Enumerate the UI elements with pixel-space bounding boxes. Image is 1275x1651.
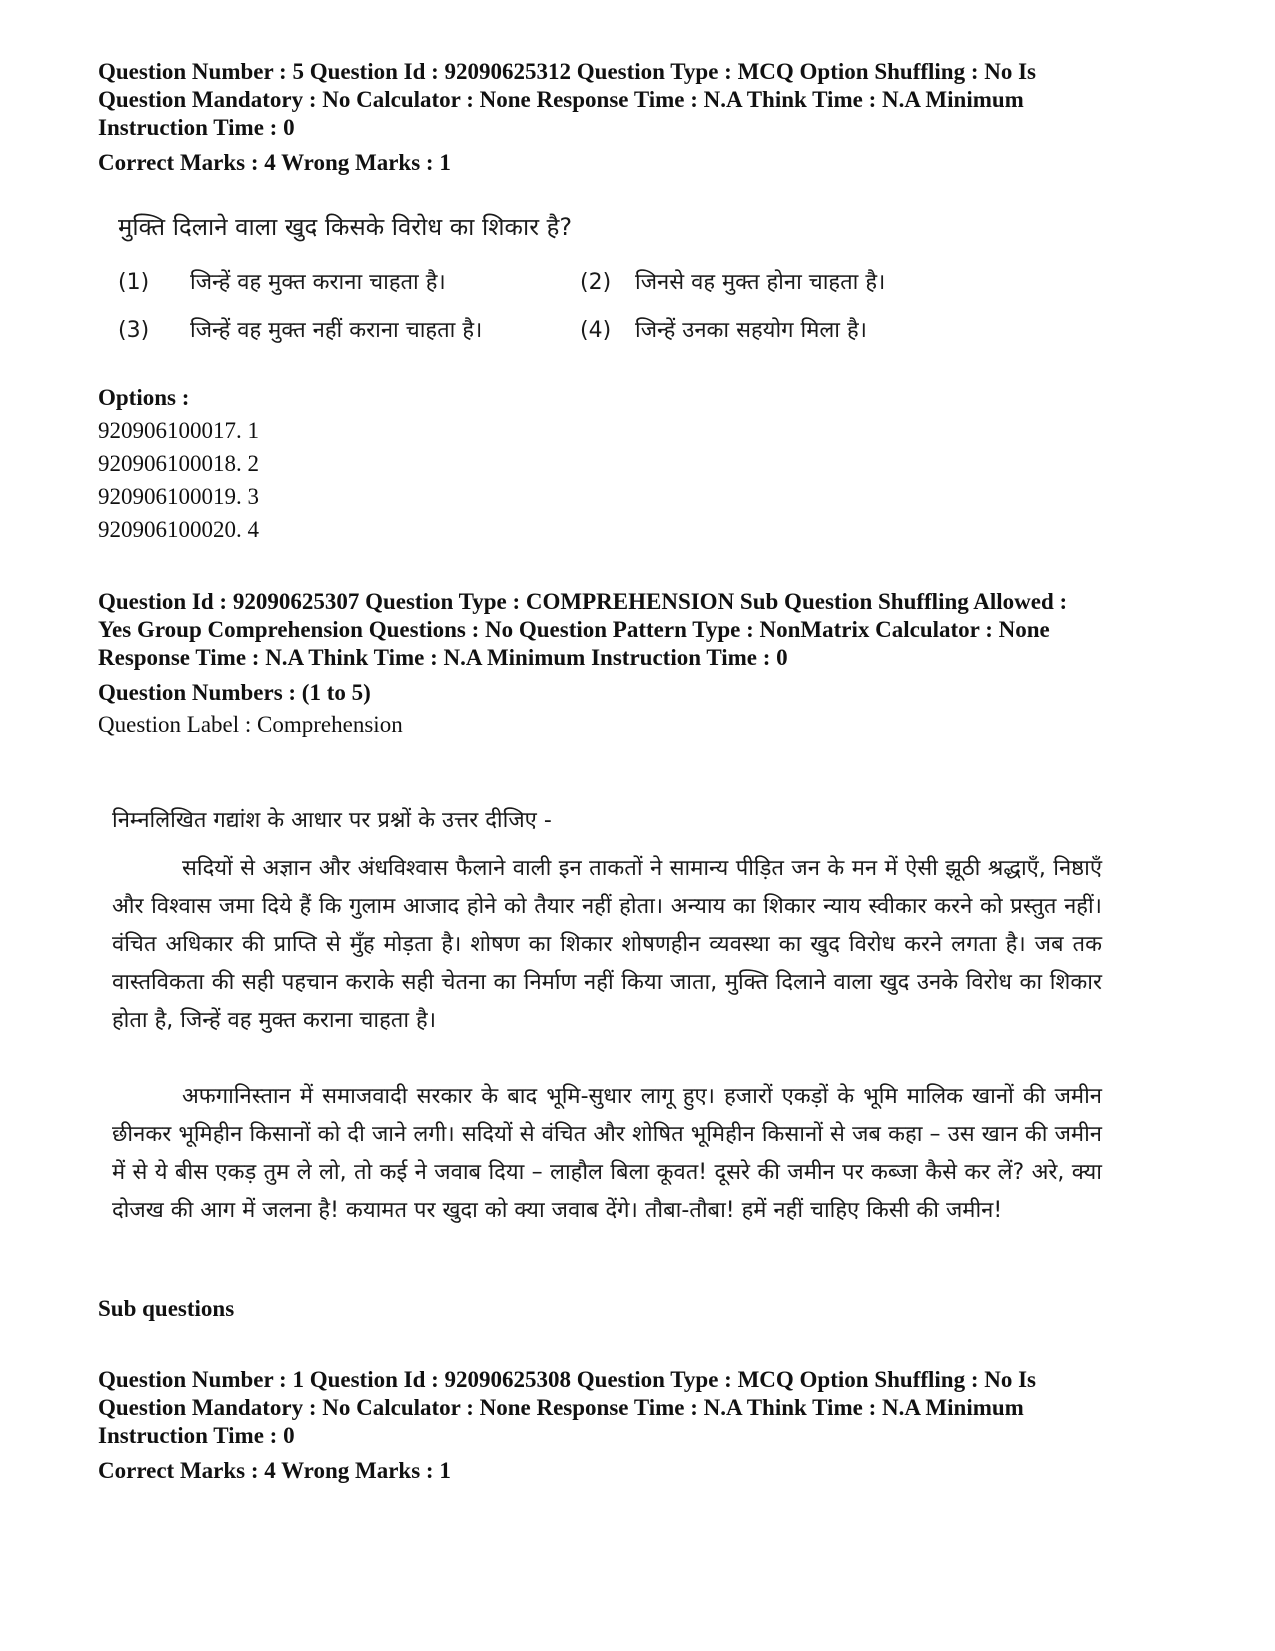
paragraph-text: सदियों से अज्ञान और अंधविश्वास फैलाने वाली इन ताकतों ने सामान्य पीड़ित जन के मन में ऐसी झूठी श्रद्धाएँ, निष्ठाएँ और विश्वास जमा दिये हैं कि गुलाम आजाद होने को तैयार नहीं होता। अन्याय का शिकार न्याय स्वीकार करने को प्रस्तुत नहीं। वंचित अधिकार की प्राप्ति से मुँह मोड़ता है। शोषण का शिकार शोषणहीन व्यवस्था का खुद विरोध करने लगता है। जब तक वास्तविकता की सही पहचान कराके सही चेतना का निर्माण नहीं किया जाता, मुक्ति दिलाने वाला खुद उनके विरोध का शिकार होता है, जिन्हें वह मुक्त कराना चाहता है। — [112, 856, 1102, 1033]
question-5-choice-3 — [118, 314, 482, 344]
option-item: 920906100018. 2 — [98, 451, 259, 476]
sub-questions-heading: Sub questions — [98, 1296, 235, 1321]
question-5-meta — [98, 58, 1188, 142]
option-item: 920906100020. 4 — [98, 517, 259, 542]
options-label: Options : — [98, 385, 190, 410]
choice-text: जिन्हें वह मुक्त नहीं कराना चाहता है। — [190, 318, 483, 343]
question-1-meta — [98, 1366, 1188, 1450]
choice-text: जिनसे वह मुक्त होना चाहता है। — [635, 270, 886, 295]
meta-line: Question Mandatory : No Calculator : None Response Time : N.A Think Time : N.A Minimum — [98, 1395, 1024, 1420]
meta-line: Question Id : 92090625307 Question Type : COMPREHENSION Sub Question Shuffling Allowed : — [98, 589, 1068, 614]
comprehension-meta — [98, 588, 1188, 672]
question-5-choice-4 — [580, 314, 867, 344]
meta-line: Question Number : 5 Question Id : 92090625312 Question Type : MCQ Option Shuffling : No Is — [98, 59, 1037, 84]
meta-line: Yes Group Comprehension Questions : No Question Pattern Type : NonMatrix Calculator : None — [98, 617, 1050, 642]
paragraph-text: अफगानिस्तान में समाजवादी सरकार के बाद भूमि-सुधार लागू हुए। हजारों एकड़ों के भूमि मालिक खानों की जमीन छीनकर भूमिहीन किसानों को दी जाने लगी। सदियों से वंचित और शोषित भूमिहीन किसानों से जब कहा – उस खान की जमीन में से ये बीस एकड़ तुम ले लो, तो कई ने जवाब दिया – लाहौल बिला कूवत! दूसरे की जमीन पर कब्जा कैसे कर लें? अरे, क्या दोजख की आग में जलना है! कयामत पर खुदा को क्या जवाब देंगे। तौबा-तौबा! हमें नहीं चाहिए किसी की जमीन! — [112, 1084, 1102, 1223]
meta-line: Instruction Time : 0 — [98, 115, 295, 140]
question-label: Question Label : Comprehension — [98, 712, 403, 737]
meta-line: Instruction Time : 0 — [98, 1423, 295, 1448]
choice-text: जिन्हें उनका सहयोग मिला है। — [635, 318, 868, 343]
meta-line: Question Number : 1 Question Id : 92090625308 Question Type : MCQ Option Shuffling : No Is — [98, 1367, 1037, 1392]
choice-number: (1) — [118, 270, 150, 295]
option-item: 920906100019. 3 — [98, 484, 259, 509]
question-5-stem: मुक्ति दिलाने वाला खुद किसके विरोध का शिकार है? — [118, 213, 573, 241]
passage-paragraph-2 — [112, 1078, 1102, 1230]
choice-text: जिन्हें वह मुक्त कराना चाहता है। — [190, 270, 446, 295]
question-5-choice-2 — [580, 266, 885, 296]
choice-number: (4) — [580, 318, 612, 343]
choice-number: (3) — [118, 318, 150, 343]
question-1-marks: Correct Marks : 4 Wrong Marks : 1 — [98, 1458, 451, 1483]
question-numbers: Question Numbers : (1 to 5) — [98, 680, 371, 705]
question-5-marks: Correct Marks : 4 Wrong Marks : 1 — [98, 150, 451, 175]
passage-paragraph-1 — [112, 850, 1102, 1040]
passage-instruction: निम्नलिखित गद्यांश के आधार पर प्रश्नों के उत्तर दीजिए - — [112, 808, 552, 833]
choice-number: (2) — [580, 270, 612, 295]
meta-line: Question Mandatory : No Calculator : None Response Time : N.A Think Time : N.A Minimum — [98, 87, 1024, 112]
meta-line: Response Time : N.A Think Time : N.A Minimum Instruction Time : 0 — [98, 645, 788, 670]
question-5-choice-1 — [118, 266, 446, 296]
option-item: 920906100017. 1 — [98, 418, 259, 443]
